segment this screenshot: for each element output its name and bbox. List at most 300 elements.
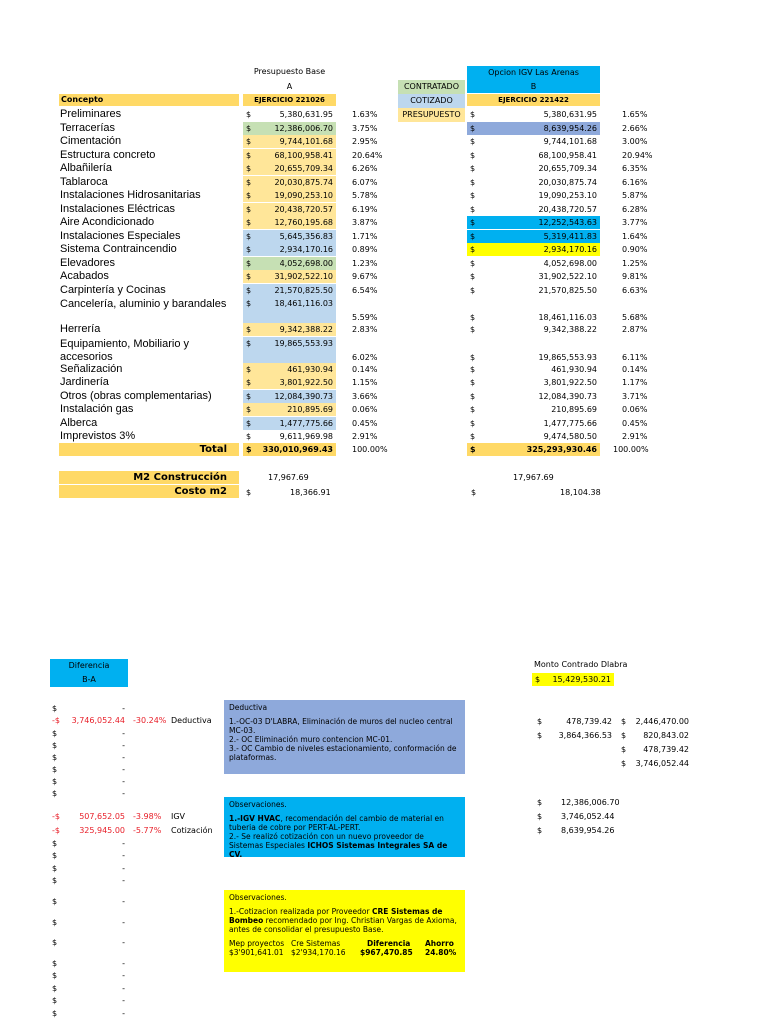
option-percent: 1.25% bbox=[622, 258, 648, 268]
base-percent: 6.54% bbox=[352, 285, 378, 295]
concept-label: Aire Acondicionado bbox=[60, 216, 155, 228]
currency-sign: $ bbox=[246, 191, 252, 200]
monto-left-value: 478,739.42 bbox=[566, 717, 612, 726]
currency-sign: $ bbox=[470, 177, 476, 187]
deductiva-line: 1.-OC-03 D'LABRA, Eliminación de muros del nucleo central MC-03. bbox=[229, 717, 453, 735]
currency-sign: $ bbox=[470, 272, 476, 281]
option-amount-cell bbox=[467, 363, 600, 376]
diff-value: - bbox=[122, 984, 125, 993]
monto-right-value: 478,739.42 bbox=[643, 745, 689, 754]
base-percent: 0.89% bbox=[352, 245, 378, 254]
base-percent: 5.59% bbox=[352, 313, 378, 322]
option-amount: 19,090,253.10 bbox=[538, 191, 597, 200]
currency-sign: $ bbox=[470, 364, 476, 374]
concept-label: Otros (obras complementarias) bbox=[60, 389, 212, 402]
concept-label: Alberca bbox=[60, 416, 98, 429]
option-amount-cell bbox=[467, 376, 600, 389]
option-percent: 6.16% bbox=[622, 177, 648, 187]
base-amount-cell bbox=[243, 337, 336, 363]
diff-value: - bbox=[122, 938, 125, 947]
base-percent: 1.15% bbox=[352, 378, 378, 387]
concept-label: Estructura concreto bbox=[60, 148, 156, 161]
concept-label: Instalaciones Eléctricas bbox=[60, 202, 175, 215]
base-amount-cell bbox=[243, 149, 336, 162]
m2-label: M2 Construcción bbox=[133, 472, 227, 483]
monto-right-value: 3,746,052.44 bbox=[635, 759, 689, 768]
m2-label-cell bbox=[59, 471, 239, 484]
obs1-line1-bold: 1.-IGV HVAC bbox=[229, 814, 281, 823]
base-percent: 20.64% bbox=[352, 150, 383, 160]
currency-sign: $ bbox=[246, 110, 252, 119]
currency-sign: $ bbox=[470, 391, 476, 401]
option-percent: 9.81% bbox=[622, 272, 648, 281]
option-amount-cell bbox=[467, 270, 600, 283]
currency-sign: $ bbox=[52, 864, 58, 873]
currency-sign: $ bbox=[470, 137, 476, 146]
option-amount: 68,100,958.41 bbox=[538, 150, 597, 160]
option-amount-cell bbox=[467, 203, 600, 216]
base-amount-cell bbox=[243, 390, 336, 403]
concept-label: Acabados bbox=[60, 270, 109, 282]
currency-sign: $ bbox=[52, 753, 58, 762]
diff-value: - bbox=[122, 789, 125, 798]
diff-value: - bbox=[122, 753, 125, 762]
option-percent: 6.35% bbox=[622, 164, 648, 173]
currency-sign: $ bbox=[537, 812, 543, 821]
concept-label: Preliminares bbox=[60, 108, 122, 120]
diff-percent: -5.77% bbox=[133, 826, 162, 835]
base-exercise: EJERCICIO 221026 bbox=[243, 94, 336, 106]
total-b-value: 325,293,930.46 bbox=[526, 445, 597, 454]
option-amount: 5,380,631.95 bbox=[543, 110, 597, 119]
base-amount: 20,030,875.74 bbox=[274, 177, 333, 187]
costo-label-cell bbox=[59, 485, 239, 498]
currency-sign: $ bbox=[52, 1009, 58, 1018]
option-amount: 5,319,411.83 bbox=[543, 231, 597, 241]
obs2-td: $3'901,641.01 bbox=[229, 948, 284, 957]
obs2-line bbox=[229, 907, 460, 934]
option-amount-cell bbox=[467, 216, 600, 229]
base-amount-cell bbox=[243, 363, 336, 376]
currency-sign: $ bbox=[470, 325, 476, 334]
costo-a-value: 18,366.91 bbox=[290, 488, 331, 497]
option-amount: 3,801,922.50 bbox=[543, 378, 597, 387]
currency-sign: $ bbox=[246, 137, 252, 146]
currency-sign: $ bbox=[470, 191, 476, 200]
base-amount-cell bbox=[243, 122, 336, 135]
option-amount-cell bbox=[467, 149, 600, 162]
currency-sign: $ bbox=[52, 996, 58, 1005]
currency-sign: $ bbox=[52, 984, 58, 993]
currency-sign: $ bbox=[470, 123, 476, 133]
currency-sign: $ bbox=[52, 918, 58, 927]
currency-sign: $ bbox=[246, 338, 252, 348]
base-percent: 3.87% bbox=[352, 218, 378, 227]
base-amount: 9,611,969.98 bbox=[279, 432, 333, 441]
option-percent: 3.77% bbox=[622, 218, 648, 227]
concept-label: Tablaroca bbox=[60, 175, 108, 188]
currency-sign: $ bbox=[246, 378, 252, 387]
base-amount: 9,744,101.68 bbox=[279, 137, 333, 146]
concept-label: Carpintería y Cocinas bbox=[60, 283, 166, 296]
option-percent: 0.90% bbox=[622, 245, 648, 254]
diff-subtitle: B-A bbox=[50, 673, 128, 687]
base-amount: 12,084,390.73 bbox=[274, 391, 333, 401]
option-amount: 12,252,543.63 bbox=[538, 218, 597, 227]
diff-value: - bbox=[122, 851, 125, 860]
option-letter: B bbox=[467, 80, 600, 93]
base-amount: 68,100,958.41 bbox=[274, 150, 333, 160]
base-amount: 1,477,775.66 bbox=[279, 418, 333, 428]
base-amount-cell bbox=[243, 323, 336, 336]
base-amount-cell bbox=[243, 135, 336, 148]
currency-sign: $ bbox=[246, 391, 252, 401]
currency-sign: $ bbox=[246, 405, 252, 414]
option-percent: 2.91% bbox=[622, 432, 648, 441]
option-percent: 3.00% bbox=[622, 137, 648, 146]
base-amount: 5,380,631.95 bbox=[279, 110, 333, 119]
option-amount-cell bbox=[467, 403, 600, 416]
currency-sign: $ bbox=[246, 150, 252, 160]
obs2-td: 24.80% bbox=[425, 948, 457, 957]
option-amount-cell bbox=[467, 135, 600, 148]
base-amount-cell bbox=[243, 297, 336, 323]
option-percent: 5.68% bbox=[622, 313, 648, 322]
currency-sign: $ bbox=[246, 204, 252, 214]
currency-sign: $ bbox=[621, 717, 627, 726]
option-amount: 9,474,580.50 bbox=[543, 432, 597, 441]
base-percent: 6.19% bbox=[352, 204, 378, 214]
currency-sign: $ bbox=[246, 231, 252, 241]
currency-sign: $ bbox=[52, 839, 58, 848]
diff-value: 325,945.00 bbox=[79, 826, 125, 835]
base-percent: 3.75% bbox=[352, 123, 378, 133]
currency-sign: $ bbox=[52, 876, 58, 885]
currency-sign: $ bbox=[246, 418, 252, 428]
currency-sign: $ bbox=[246, 258, 252, 268]
base-amount-cell bbox=[243, 257, 336, 270]
base-amount-cell bbox=[243, 230, 336, 243]
obs2-pre: 1.-Cotizacion realizada por Proveedor bbox=[229, 907, 372, 916]
diff-value: - bbox=[122, 959, 125, 968]
diff-percent: -3.98% bbox=[133, 812, 162, 821]
base-percent: 6.07% bbox=[352, 177, 378, 187]
monto-title: Monto Contrado Dlabra bbox=[534, 660, 628, 669]
base-percent: 6.26% bbox=[352, 164, 378, 173]
deductiva-line: 3.- OC Cambio de niveles estacionamiento, conformación de plataformas. bbox=[229, 744, 457, 762]
obs2-td: $2'934,170.16 bbox=[291, 948, 346, 957]
option-amount-cell bbox=[467, 417, 600, 430]
option-percent: 20.94% bbox=[622, 150, 653, 160]
currency-sign: $ bbox=[470, 405, 476, 414]
option-amount-cell bbox=[467, 176, 600, 189]
base-amount: 19,865,553.93 bbox=[274, 338, 333, 348]
base-percent: 9.67% bbox=[352, 272, 378, 281]
option-amount: 12,084,390.73 bbox=[538, 391, 597, 401]
base-amount: 21,570,825.50 bbox=[274, 285, 333, 295]
concept-label: Cancelería, aluminio y barandales bbox=[60, 298, 227, 310]
option-percent: 0.14% bbox=[622, 364, 648, 374]
costo-b-value: 18,104.38 bbox=[560, 488, 601, 497]
total-a-pct: 100.00% bbox=[352, 445, 388, 454]
currency-sign: -$ bbox=[52, 826, 60, 835]
option-amount: 31,902,522.10 bbox=[538, 272, 597, 281]
concept-label: Elevadores bbox=[60, 256, 116, 269]
currency-sign: $ bbox=[246, 445, 252, 454]
base-percent: 2.95% bbox=[352, 137, 378, 146]
total-b-cell bbox=[467, 443, 600, 456]
obs1-line2-bold: ICHOS Sistemas Integrales SA de CV. bbox=[229, 841, 448, 859]
concept-label: Terracerías bbox=[60, 121, 116, 134]
base-title: Presupuesto Base bbox=[253, 67, 326, 76]
currency-sign: $ bbox=[470, 432, 476, 441]
option-amount: 210,895.69 bbox=[551, 405, 597, 414]
option-percent: 2.66% bbox=[622, 123, 648, 133]
option-amount-cell bbox=[467, 323, 600, 336]
observaciones-igv-box bbox=[224, 797, 465, 857]
option-title: Opcion IGV Las Arenas bbox=[467, 66, 600, 80]
base-letter: A bbox=[286, 82, 293, 91]
base-percent: 2.83% bbox=[352, 325, 378, 334]
obs2-table bbox=[229, 939, 460, 959]
base-amount-cell bbox=[243, 189, 336, 202]
option-amount: 4,052,698.00 bbox=[543, 258, 597, 268]
obs1-line1-rest: , recomendación del cambio de material en tuberia de cobre por PERT-AL-PERT. bbox=[229, 814, 444, 832]
base-amount: 20,655,709.34 bbox=[274, 164, 333, 173]
currency-sign: $ bbox=[246, 177, 252, 187]
concept-label: Instalaciones Hidrosanitarias bbox=[60, 189, 201, 201]
deductiva-line: 2.- OC Eliminación muro contencion MC-01. bbox=[229, 735, 393, 744]
base-amount: 5,645,356.83 bbox=[279, 231, 333, 241]
diff-value: - bbox=[122, 876, 125, 885]
legend-contratado: CONTRATADO bbox=[398, 80, 465, 94]
m2-b-value: 17,967.69 bbox=[513, 473, 554, 482]
concept-label: Jardinería bbox=[60, 376, 109, 388]
currency-sign: $ bbox=[537, 826, 543, 835]
concept-label: Instalaciones Especiales bbox=[60, 229, 181, 242]
base-amount-cell bbox=[243, 216, 336, 229]
base-amount-cell bbox=[243, 430, 336, 443]
option-amount: 20,655,709.34 bbox=[538, 164, 597, 173]
option-amount: 18,461,116.03 bbox=[538, 313, 597, 322]
monto-right-value: 2,446,470.00 bbox=[635, 717, 689, 726]
obs2-rest: recomendado por Ing. Christian Vargas de Axioma, antes de consolidar el presupuesto Base. bbox=[229, 916, 457, 934]
currency-sign: $ bbox=[52, 765, 58, 774]
base-amount: 9,342,388.22 bbox=[279, 325, 333, 334]
diff-value: - bbox=[122, 1009, 125, 1018]
option-percent: 6.28% bbox=[622, 204, 648, 214]
currency-sign: $ bbox=[470, 231, 476, 241]
concept-label: Sistema Contraincendio bbox=[60, 243, 177, 255]
option-amount: 9,744,101.68 bbox=[543, 137, 597, 146]
currency-sign: $ bbox=[470, 245, 476, 254]
obs2-th: Mep proyectos bbox=[229, 939, 285, 948]
base-amount-cell bbox=[243, 243, 336, 256]
monto-value: 15,429,530.21 bbox=[552, 675, 611, 684]
option-amount: 20,030,875.74 bbox=[538, 177, 597, 187]
base-amount: 31,902,522.10 bbox=[274, 272, 333, 281]
currency-sign: $ bbox=[537, 731, 543, 740]
option-amount: 19,865,553.93 bbox=[538, 352, 597, 362]
diff-note: IGV bbox=[171, 812, 186, 821]
base-percent: 3.66% bbox=[352, 391, 378, 401]
currency-sign: $ bbox=[470, 204, 476, 214]
base-percent: 5.78% bbox=[352, 191, 378, 200]
total-b-pct: 100.00% bbox=[613, 445, 649, 454]
obs2-th: Ahorro bbox=[425, 939, 454, 948]
option-amount: 8,639,954.26 bbox=[543, 123, 597, 133]
currency-sign: $ bbox=[246, 285, 252, 295]
option-amount-cell bbox=[467, 230, 600, 243]
currency-sign: $ bbox=[52, 959, 58, 968]
base-amount: 461,930.94 bbox=[287, 364, 333, 374]
diff-value: - bbox=[122, 704, 125, 713]
total-label-cell bbox=[59, 443, 239, 456]
option-amount-cell bbox=[467, 284, 600, 297]
base-amount-cell bbox=[243, 403, 336, 416]
m2-a-value: 17,967.69 bbox=[268, 473, 309, 482]
diff-value: - bbox=[122, 864, 125, 873]
costo-label: Costo m2 bbox=[174, 486, 227, 497]
base-amount: 20,438,720.57 bbox=[274, 204, 333, 214]
obs1-line2-pre: 2.- Se realizó cotización con un nuevo proveedor de Sistemas Especiales bbox=[229, 832, 424, 850]
base-percent: 0.45% bbox=[352, 418, 378, 428]
option-amount: 21,570,825.50 bbox=[538, 285, 597, 295]
deductiva-title: Deductiva bbox=[229, 703, 268, 712]
currency-sign: $ bbox=[52, 897, 58, 906]
currency-sign: -$ bbox=[52, 716, 60, 725]
option-percent: 6.63% bbox=[622, 285, 648, 295]
currency-sign: $ bbox=[52, 851, 58, 860]
currency-sign: $ bbox=[246, 272, 252, 281]
currency-sign: $ bbox=[246, 164, 252, 173]
base-percent: 2.91% bbox=[352, 432, 378, 441]
currency-sign: $ bbox=[246, 218, 252, 227]
base-percent: 1.71% bbox=[352, 231, 378, 241]
base-amount: 12,386,006.70 bbox=[274, 123, 333, 133]
currency-sign: $ bbox=[471, 488, 477, 497]
currency-sign: $ bbox=[246, 245, 252, 254]
currency-sign: $ bbox=[470, 164, 476, 173]
option-percent: 0.45% bbox=[622, 418, 648, 428]
concept-label: Cimentación bbox=[60, 135, 122, 147]
currency-sign: $ bbox=[246, 299, 252, 308]
option-percent: 3.71% bbox=[622, 391, 648, 401]
concept-label: Equipamiento, Mobiliario y accesorios bbox=[60, 337, 190, 363]
diff-value: - bbox=[122, 971, 125, 980]
currency-sign: $ bbox=[246, 123, 252, 133]
base-amount-cell bbox=[243, 270, 336, 283]
monto-group2-value: 12,386,006.70 bbox=[561, 798, 620, 807]
option-percent: 6.11% bbox=[622, 352, 648, 362]
diff-value: 507,652.05 bbox=[79, 812, 125, 821]
base-amount: 18,461,116.03 bbox=[274, 299, 333, 308]
deductiva-box bbox=[224, 700, 465, 774]
obs1-line2 bbox=[229, 832, 460, 859]
currency-sign: $ bbox=[246, 488, 252, 497]
option-amount: 461,930.94 bbox=[551, 364, 597, 374]
diff-value: 3,746,052.44 bbox=[71, 716, 125, 725]
base-percent: 1.63% bbox=[352, 110, 378, 119]
currency-sign: $ bbox=[470, 352, 476, 362]
currency-sign: $ bbox=[470, 218, 476, 227]
concept-label: Albañilería bbox=[60, 162, 112, 174]
diff-note: Deductiva bbox=[171, 716, 212, 725]
option-amount-cell bbox=[467, 257, 600, 270]
base-amount-cell bbox=[243, 162, 336, 175]
concept-label: Señalización bbox=[60, 362, 123, 375]
currency-sign: $ bbox=[470, 110, 476, 119]
diff-value: - bbox=[122, 897, 125, 906]
currency-sign: $ bbox=[621, 731, 627, 740]
base-amount: 3,801,922.50 bbox=[279, 378, 333, 387]
obs1-title: Observaciones. bbox=[229, 800, 287, 809]
concept-header: Concepto bbox=[59, 94, 239, 106]
currency-sign: $ bbox=[52, 777, 58, 786]
base-amount-cell bbox=[243, 376, 336, 389]
option-amount: 20,438,720.57 bbox=[538, 204, 597, 214]
obs2-bold: CRE Sistemas de Bombeo bbox=[229, 907, 443, 925]
option-percent: 0.06% bbox=[622, 405, 648, 414]
monto-group2-value: 3,746,052.44 bbox=[561, 812, 615, 821]
legend-cotizado: COTIZADO bbox=[398, 94, 465, 108]
option-percent: 1.17% bbox=[622, 378, 648, 387]
option-exercise: EJERCICIO 221422 bbox=[467, 94, 600, 106]
currency-sign: $ bbox=[470, 378, 476, 387]
monto-right-value: 820,843.02 bbox=[643, 731, 689, 740]
total-a-cell bbox=[243, 443, 336, 456]
base-amount: 210,895.69 bbox=[287, 405, 333, 414]
currency-sign: $ bbox=[470, 258, 476, 268]
option-amount: 2,934,170.16 bbox=[543, 245, 597, 254]
option-percent: 5.87% bbox=[622, 191, 648, 200]
currency-sign: $ bbox=[537, 798, 543, 807]
option-amount-cell bbox=[467, 108, 600, 121]
obs2-td: $967,470.85 bbox=[360, 948, 413, 957]
base-amount: 2,934,170.16 bbox=[279, 245, 333, 254]
currency-sign: $ bbox=[52, 704, 58, 713]
currency-sign: $ bbox=[246, 364, 252, 374]
diff-value: - bbox=[122, 918, 125, 927]
obs2-th: Diferencia bbox=[367, 939, 411, 948]
diff-percent: -30.24% bbox=[133, 716, 167, 725]
option-amount-cell bbox=[467, 189, 600, 202]
option-percent: 1.65% bbox=[622, 110, 648, 119]
base-amount-cell bbox=[243, 108, 336, 121]
option-amount-cell bbox=[467, 122, 600, 135]
base-amount-cell bbox=[243, 203, 336, 216]
currency-sign: $ bbox=[470, 285, 476, 295]
currency-sign: $ bbox=[246, 432, 252, 441]
currency-sign: $ bbox=[470, 150, 476, 160]
diff-note: Cotización bbox=[171, 826, 213, 835]
diff-value: - bbox=[122, 996, 125, 1005]
currency-sign: -$ bbox=[52, 812, 60, 821]
concept-label: Imprevistos 3% bbox=[60, 430, 136, 442]
currency-sign: $ bbox=[470, 313, 476, 322]
total-a-value: 330,010,969.43 bbox=[262, 445, 333, 454]
base-percent: 1.23% bbox=[352, 258, 378, 268]
legend-presupuesto: PRESUPUESTO bbox=[398, 108, 465, 122]
observaciones-cre-box bbox=[224, 890, 465, 972]
currency-sign: $ bbox=[52, 971, 58, 980]
currency-sign: $ bbox=[535, 675, 541, 684]
diff-value: - bbox=[122, 729, 125, 738]
concept-label: Instalación gas bbox=[60, 403, 134, 415]
option-percent: 2.87% bbox=[622, 325, 648, 334]
base-amount: 19,090,253.10 bbox=[274, 191, 333, 200]
diff-value: - bbox=[122, 765, 125, 774]
